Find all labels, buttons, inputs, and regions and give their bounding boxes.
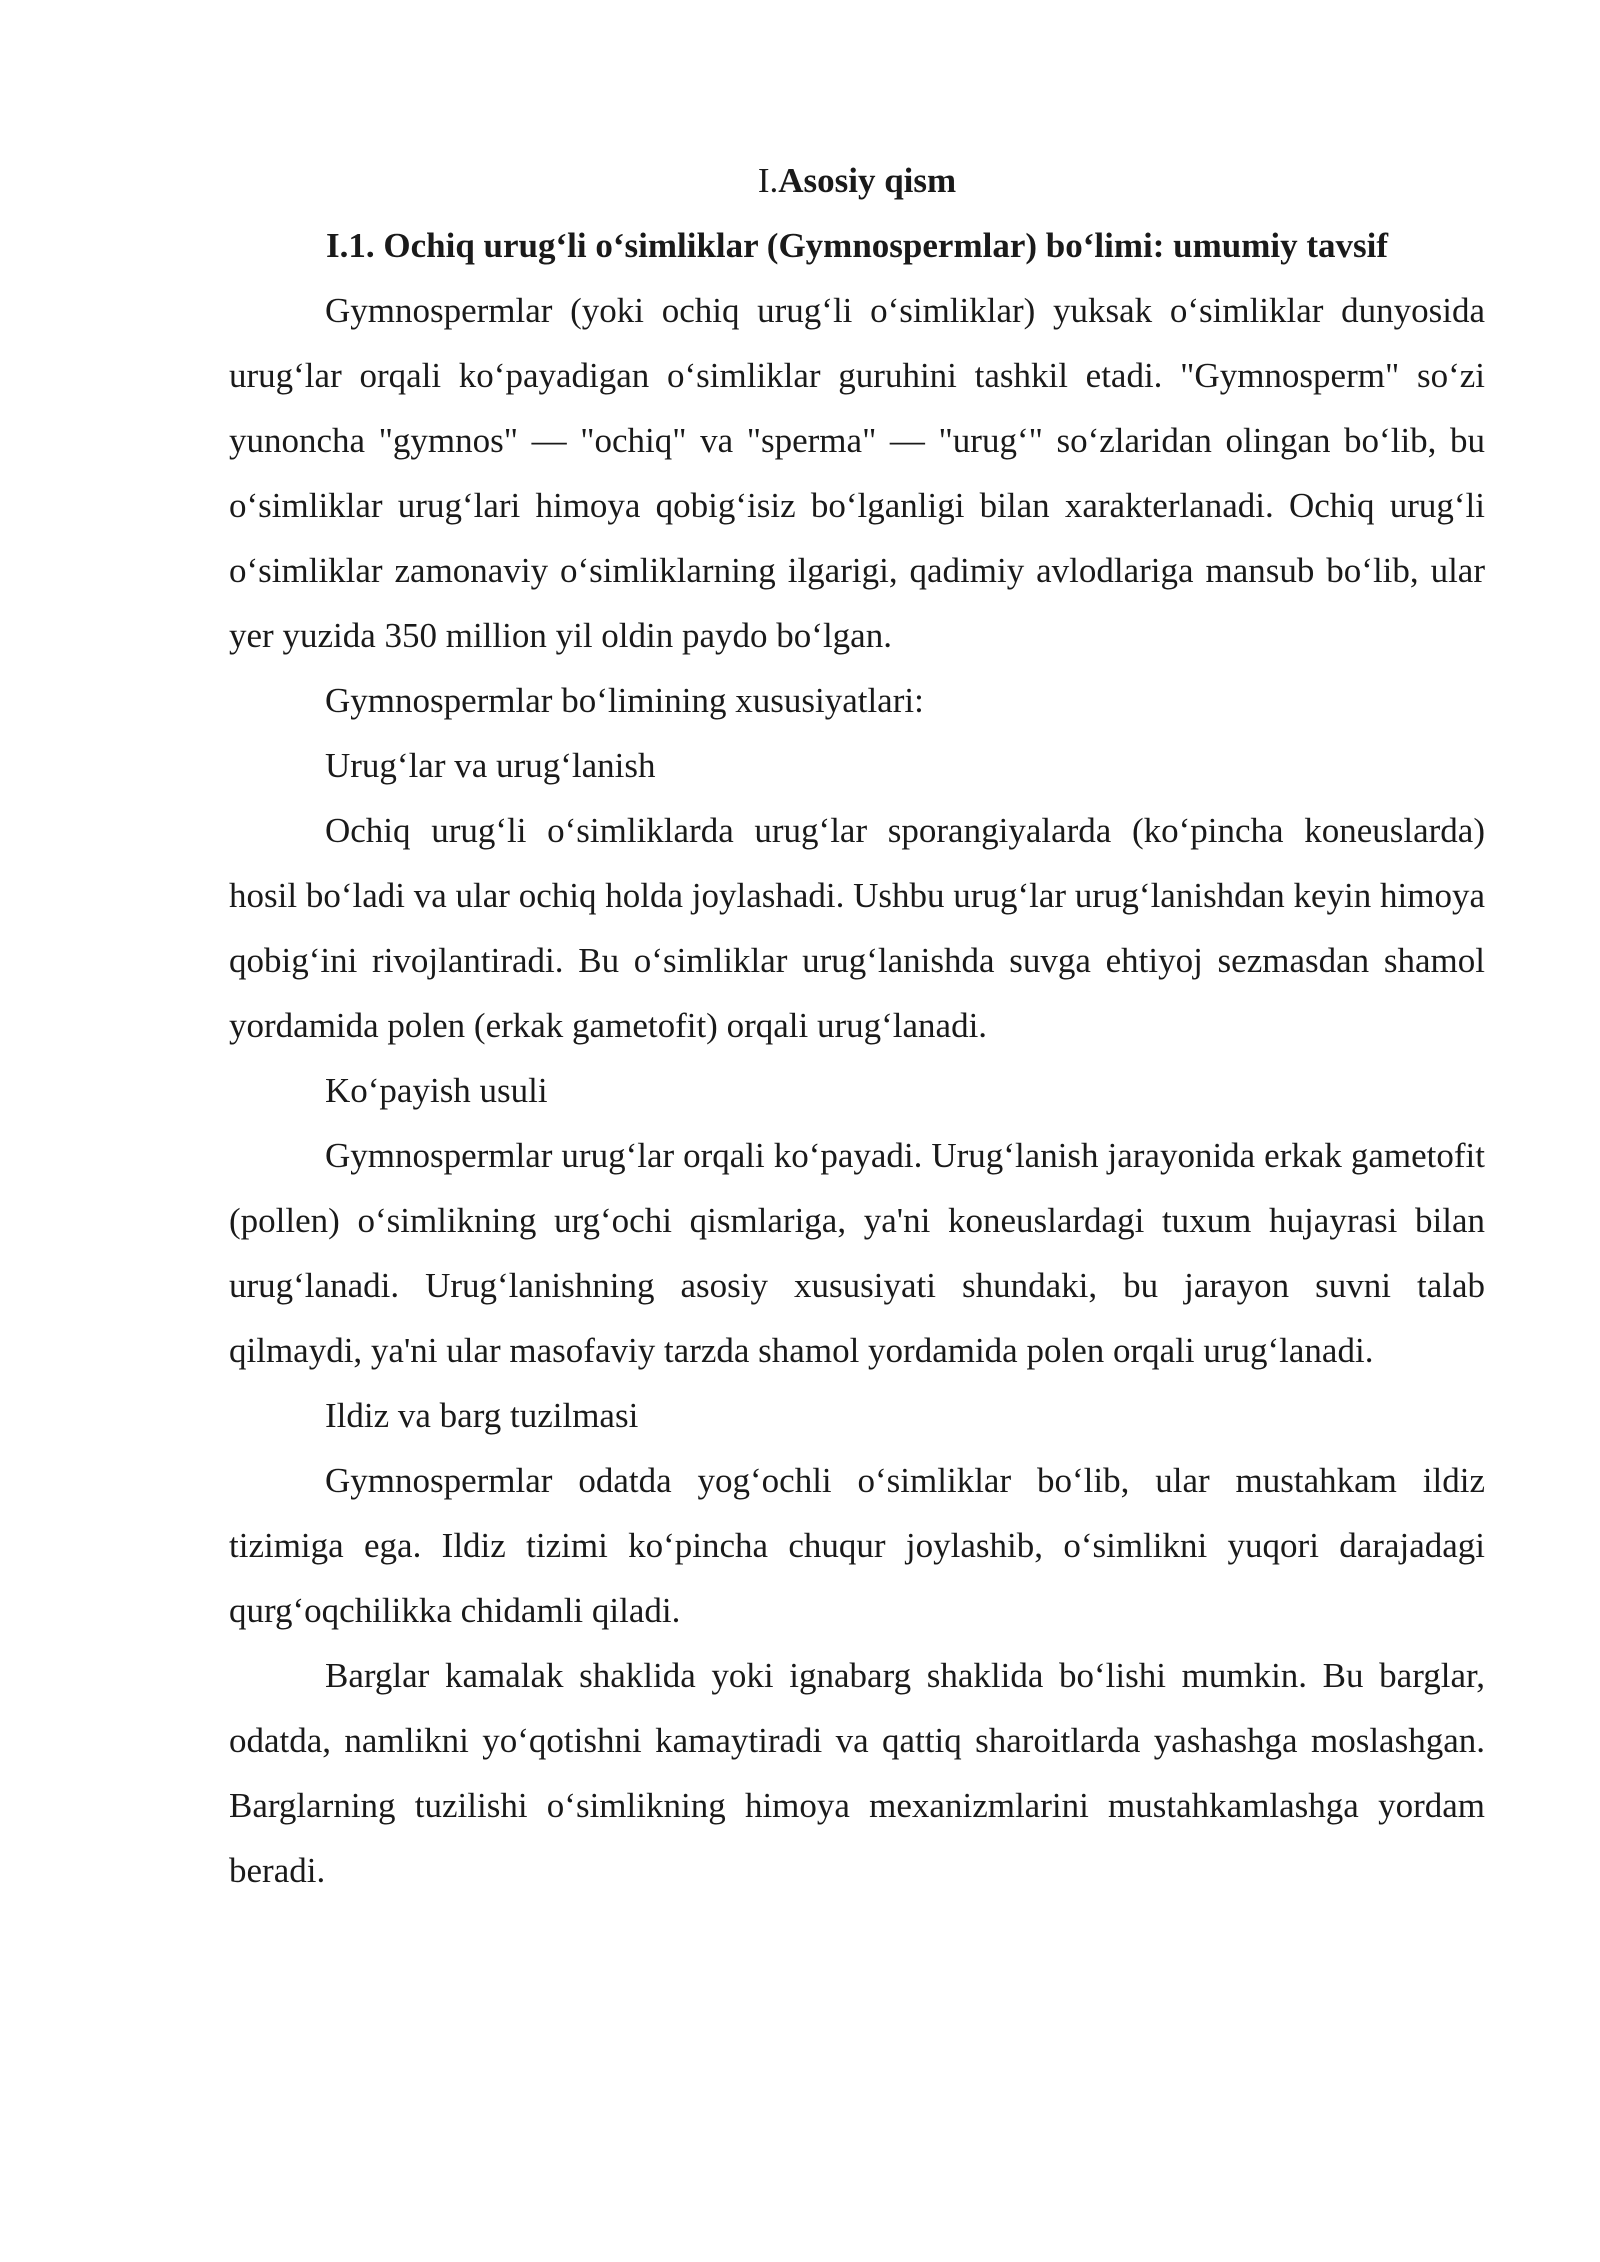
section-title: Asosiy qism bbox=[778, 161, 957, 200]
paragraph-features-label: Gymnospermlar bo‘limining xususiyatlari: bbox=[325, 681, 924, 720]
section-number: I. bbox=[757, 161, 779, 200]
subheading-reproduction: Ko‘payish usuli bbox=[325, 1071, 548, 1110]
document-body bbox=[229, 148, 1485, 1903]
subheading-seeds: Urug‘lar va urug‘lanish bbox=[325, 746, 656, 785]
section-heading bbox=[229, 148, 1485, 213]
subheading-root-leaf: Ildiz va barg tuzilmasi bbox=[325, 1396, 639, 1435]
subsection-heading: I.1. Ochiq urug‘li o‘simliklar (Gymnospermlar) bo‘limi: umumiy tavsif bbox=[326, 226, 1388, 265]
paragraph-leaves: Barglar kamalak shaklida yoki ignabarg shaklida bo‘lishi mumkin. Bu barglar, odatda, namlikni yo‘qotishni kamaytiradi va qattiq sharoitlarda yashashga moslashgan. Barglarning tuzilishi o‘simlikning himoya mexanizmlarini mustahkamlashga yordam beradi. bbox=[229, 1656, 1485, 1890]
paragraph-seeds: Ochiq urug‘li o‘simliklarda urug‘lar sporangiyalarda (ko‘pincha koneuslarda) hosil bo‘ladi va ular ochiq holda joylashadi. Ushbu urug‘lar urug‘lanishdan keyin himoya qobig‘ini rivojlantiradi. Bu o‘simliklar urug‘lanishda suvga ehtiyoj sezmasdan shamol yordamida polen (erkak gametofit) orqali urug‘lanadi. bbox=[229, 811, 1485, 1045]
paragraph-reproduction: Gymnospermlar urug‘lar orqali ko‘payadi. Urug‘lanish jarayonida erkak gametofit (pollen) o‘simlikning urg‘ochi qismlariga, ya'ni koneuslardagi tuxum hujayrasi bilan urug‘lanadi. Urug‘lanishning asosiy xususiyati shundaki, bu jarayon suvni talab qilmaydi, ya'ni ular masofaviy tarzda shamol yordamida polen orqali urug‘lanadi. bbox=[229, 1136, 1485, 1370]
paragraph-intro: Gymnospermlar (yoki ochiq urug‘li o‘simliklar) yuksak o‘simliklar dunyosida urug‘lar orqali ko‘payadigan o‘simliklar guruhini tashkil etadi. "Gymnosperm" so‘zi yunoncha "gymnos" — "ochiq" va "sperma" — "urug‘" so‘zlaridan olingan bo‘lib, bu o‘simliklar urug‘lari himoya qobig‘isiz bo‘lganligi bilan xarakterlanadi. Ochiq urug‘li o‘simliklar zamonaviy o‘simliklarning ilgarigi, qadimiy avlodlariga mansub bo‘lib, ular yer yuzida 350 million yil oldin paydo bo‘lgan. bbox=[229, 291, 1485, 655]
paragraph-roots: Gymnospermlar odatda yog‘ochli o‘simliklar bo‘lib, ular mustahkam ildiz tizimiga ega. Ildiz tizimi ko‘pincha chuqur joylashib, o‘simlikni yuqori darajadagi qurg‘oqchilikka chidamli qiladi. bbox=[229, 1461, 1485, 1630]
